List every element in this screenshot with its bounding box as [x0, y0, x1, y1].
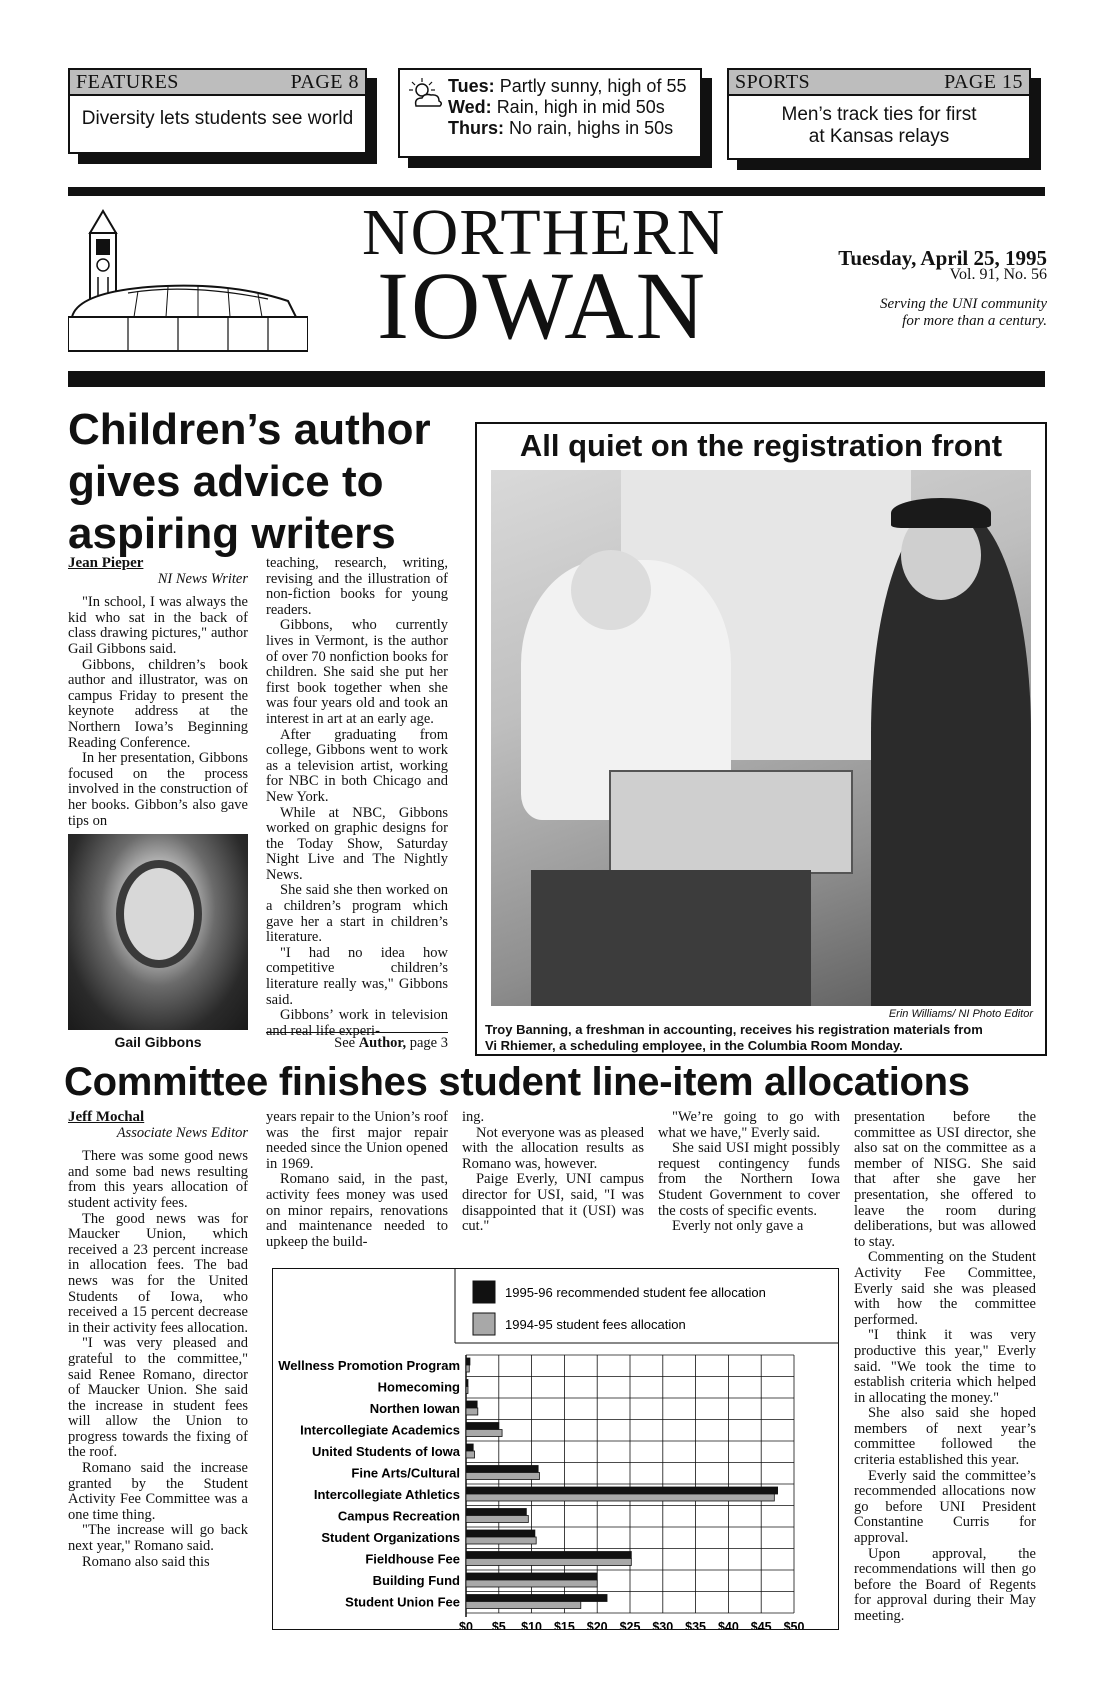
bar-1994 — [466, 1451, 475, 1458]
story1-paragraph: teaching, research, writing, revising and the illustration of non-fiction books for young readers. — [266, 555, 448, 618]
story1-paragraph: "In school, I was always the kid who sat in the back of class drawing pictures," author Gail Gibbons said. — [68, 594, 248, 657]
photo-man-cap — [891, 498, 991, 528]
bar-1994 — [466, 1537, 536, 1544]
category-label: Fieldhouse Fee — [365, 1551, 460, 1567]
bar-1994 — [466, 1494, 774, 1501]
teaser-features-page: PAGE 8 — [290, 70, 359, 93]
weather-text: Partly sunny, high of 55 — [499, 76, 687, 96]
gibbons-face — [124, 868, 194, 960]
x-tick-label: $10 — [521, 1620, 543, 1629]
bar-1994 — [466, 1473, 539, 1480]
masthead-tagline-line: Serving the UNI community — [879, 296, 1047, 312]
x-tick-label: $0 — [459, 1620, 473, 1629]
weather-line — [448, 76, 700, 97]
teaser-features[interactable] — [68, 68, 367, 154]
bar-1994 — [466, 1387, 468, 1394]
teaser-sports-text — [729, 96, 1029, 148]
masthead-date: Tuesday, April 25, 1995 — [838, 246, 1047, 270]
bar-1995 — [466, 1444, 473, 1451]
story1-headline-line: gives advice to — [68, 457, 384, 506]
x-tick-label: $50 — [783, 1620, 805, 1629]
story2-paragraph: "I was very pleased and grateful to the committee," said Renee Romano, director of Maucker Union. She said the increase in student fees will allow the Union to progress towards the fixing of the roof. — [68, 1335, 248, 1461]
bar-1995 — [466, 1380, 468, 1387]
story1-headline — [68, 404, 468, 560]
story1-paragraph: While at NBC, Gibbons worked on graphic designs for the Today Show, Saturday Night Live and The Nightly News. — [266, 804, 448, 883]
x-tick-label: $20 — [586, 1620, 608, 1629]
story2-paragraph: Romano also said this — [82, 1553, 210, 1570]
x-tick-label: $5 — [491, 1620, 506, 1629]
photo-table — [531, 870, 811, 1006]
category-label: Campus Recreation — [337, 1508, 460, 1524]
bar-1995 — [466, 1487, 778, 1494]
story2-paragraph: Everly said the committee’s recommended allocations now go before UNI President Constantine Curris for approval. — [854, 1467, 1036, 1547]
bar-1995 — [466, 1530, 535, 1537]
bar-1995 — [466, 1466, 538, 1473]
story2-column-2 — [266, 1110, 448, 1250]
photo-caption-line: Vi Rhiemer, a scheduling employee, in the Columbia Room Monday. — [485, 1038, 903, 1053]
teaser-sports-header — [729, 70, 1029, 96]
story1-column-1 — [68, 556, 248, 829]
photo-feature-headline: All quiet on the registration front — [519, 428, 1003, 463]
masthead-tagline-line: for more than a century. — [902, 313, 1047, 329]
story1-byline-title: NI News Writer — [157, 570, 248, 587]
registration-photo — [491, 470, 1031, 1006]
category-label: Fine Arts/Cultural — [351, 1465, 460, 1481]
story2-paragraph: ing. — [462, 1109, 485, 1125]
weather-line — [448, 118, 700, 139]
sun-cloud-icon — [406, 76, 444, 110]
weather-day: Wed: — [448, 97, 492, 117]
weather-text: No rain, highs in 50s — [509, 118, 674, 138]
masthead-volume: Vol. 91, No. 56 — [949, 266, 1047, 283]
story1-jump-suffix: page 3 — [406, 1035, 448, 1051]
bar-1995 — [466, 1573, 597, 1580]
story1-paragraph: "I had no idea how competitive children’s literature really was," Gibbons said. — [266, 944, 448, 1008]
masthead-tagline — [880, 296, 1047, 330]
story2-column-5 — [854, 1110, 1036, 1625]
legend-swatch-1994 — [473, 1313, 495, 1335]
story2-byline: Jeff Mochal — [68, 1109, 145, 1125]
x-tick-label: $35 — [685, 1620, 707, 1629]
gibbons-photo — [68, 834, 248, 1030]
story1-paragraph: Gibbons’ work in television and real life experi- — [266, 1007, 448, 1039]
story2-paragraph: There was some good news and some bad news resulting from this years allocation of student activity fees. — [68, 1148, 248, 1211]
story2-paragraph: Romano said, in the past, activity fees money was used on minor repairs, renovations and maintenance needed to upkeep the build- — [266, 1171, 448, 1250]
masthead-top-rule — [68, 187, 1045, 196]
bar-1994 — [466, 1516, 528, 1523]
story2-paragraph: She also said she hoped members of next year’s committee followed the criteria established this year. — [854, 1405, 1036, 1469]
story2-paragraph: Romano said the increase granted by the Student Activity Fee Committee was a one time thing. — [68, 1460, 248, 1523]
bar-1994 — [466, 1365, 469, 1372]
photo-caption — [485, 1022, 1037, 1054]
x-tick-label: $45 — [750, 1620, 772, 1629]
category-label: Intercollegiate Academics — [300, 1422, 460, 1438]
photo-feature-box — [475, 422, 1047, 1056]
weather-day: Tues: — [448, 76, 495, 96]
story1-paragraph: She said she then worked on a children’s program which gave her a start in children’s literature. — [266, 882, 448, 946]
bar-1994 — [466, 1408, 478, 1415]
story2-paragraph: "The increase will go back next year," Romano said. — [68, 1522, 248, 1555]
story1-jump-prefix: See — [334, 1035, 359, 1051]
teaser-features-section: FEATURES — [76, 70, 179, 93]
photo-credit: Erin Williams/ NI Photo Editor — [888, 1008, 1033, 1020]
teaser-sports-line: at Kansas relays — [808, 126, 950, 147]
masthead-bottom-rule — [68, 371, 1045, 387]
story1-paragraph: After graduating from college, Gibbons went to work as a television artist, working for NBC in both Chicago and New York. — [266, 726, 448, 805]
category-label: Student Union Fee — [345, 1594, 460, 1610]
bar-1995 — [466, 1423, 499, 1430]
bar-1995 — [466, 1358, 470, 1365]
story1-paragraph: Gibbons, who currently lives in Vermont, is the author of over 70 nonfiction books for children. She said she put her first book together when she was four years old and took an interest in art at an early age. — [266, 617, 448, 727]
bar-1994 — [466, 1559, 631, 1566]
story1-jump-line[interactable] — [266, 1032, 448, 1052]
story2-paragraph: She said USI might possibly request contingency funds from the Northern Iowa Student Government to cover the costs of specific events. — [658, 1140, 840, 1219]
category-label: Intercollegiate Athletics — [313, 1487, 460, 1502]
allocation-chart — [272, 1268, 839, 1630]
campus-logo-icon — [68, 205, 308, 353]
story2-paragraph: Not everyone was as pleased with the allocation results as Romano was, however. — [462, 1124, 644, 1172]
bar-1995 — [466, 1595, 607, 1602]
category-label: Northen Iowan — [369, 1401, 460, 1416]
bar-1994 — [466, 1430, 502, 1437]
teaser-sports-page: PAGE 15 — [944, 70, 1023, 93]
weather-day: Thurs: — [448, 118, 504, 138]
photo-woman-head — [571, 550, 651, 630]
story1-headline-line: aspiring writers — [68, 509, 396, 558]
photo-file-box — [609, 770, 853, 874]
legend-swatch-1995 — [473, 1281, 495, 1303]
story1-paragraph: In her presentation, Gibbons focused on the process involved in the construction of her books. Gibbon’s also gave tips on — [68, 750, 248, 829]
gibbons-photo-caption: Gail Gibbons — [114, 1034, 202, 1050]
story2-headline: Committee finishes student line-item allocations — [64, 1060, 970, 1104]
story1-headline-line: Children’s author — [68, 405, 431, 454]
weather-text: Rain, high in mid 50s — [496, 97, 665, 117]
bar-1995 — [466, 1509, 526, 1516]
category-label: Homecoming — [377, 1379, 460, 1395]
story2-paragraph: years repair to the Union’s roof was the first major repair needed since the Union opened in 1969. — [266, 1109, 448, 1172]
bar-1994 — [466, 1580, 597, 1587]
bar-1995 — [466, 1552, 631, 1559]
x-tick-label: $15 — [553, 1620, 575, 1629]
teaser-weather — [398, 68, 702, 158]
story2-paragraph: The good news was for Maucker Union, which received a 23 percent increase in allocation fees. The bad news was for the United Students of Iowa, who received a 15 percent decrease in their activity fees allocation. — [68, 1210, 248, 1336]
story2-paragraph: Upon approval, the recommendations will then go before the Board of Regents for approval during their May meeting. — [854, 1545, 1036, 1624]
teaser-sports-line: Men’s track ties for first — [781, 104, 977, 125]
story2-paragraph: presentation before the committee as USI director, she also sat on the committee as a member of NISG. She said that after she gave her presentation, she offered to leave the room during deliberations, but was allowed to stay. — [854, 1109, 1036, 1250]
legend-label-1995: 1995-96 recommended student fee allocation — [505, 1285, 766, 1300]
teaser-sports[interactable] — [727, 68, 1031, 160]
photo-caption-line: Troy Banning, a freshman in accounting, receives his registration materials from — [485, 1022, 983, 1037]
x-tick-label: $25 — [619, 1620, 641, 1629]
story2-column-3 — [462, 1110, 644, 1235]
category-label: Wellness Promotion Program — [278, 1358, 460, 1373]
weather-line — [448, 97, 700, 118]
bar-1995 — [466, 1401, 477, 1408]
teaser-sports-section: SPORTS — [735, 70, 811, 93]
story2-byline-title: Associate News Editor — [116, 1124, 248, 1141]
legend-label-1994: 1994-95 student fees allocation — [505, 1317, 686, 1332]
story2-paragraph: Commenting on the Student Activity Fee Committee, Everly said she was pleased with how the committee performed. — [854, 1249, 1036, 1328]
story2-paragraph: Paige Everly, UNI campus director for USI, said, "I was disappointed that it (USI) was cut." — [462, 1171, 644, 1235]
category-label: United Students of Iowa — [311, 1444, 460, 1459]
masthead-title-line2: IOWAN — [377, 252, 707, 359]
story2-column-1 — [68, 1110, 248, 1570]
story2-paragraph: "I think it was very productive this year," Everly said. "We took the time to establish criteria which helped in allocating the money." — [854, 1327, 1036, 1406]
category-label: Student Organizations — [321, 1530, 460, 1545]
x-tick-label: $30 — [652, 1620, 674, 1629]
weather-forecast — [400, 70, 700, 139]
masthead-title-line1: NORTHERN — [362, 196, 726, 269]
story1-paragraph: Gibbons, children’s book author and illustrator, was on campus Friday to present the keynote address at the Northern Iowa’s Beginning Reading Conference. — [68, 656, 248, 751]
story1-byline: Jean Pieper — [68, 555, 144, 571]
teaser-features-text: Diversity lets students see world — [81, 108, 354, 129]
x-tick-label: $40 — [717, 1620, 739, 1629]
story1-column-2 — [266, 556, 448, 1039]
story1-jump-keyword: Author, — [358, 1035, 407, 1051]
teaser-features-header — [70, 70, 365, 96]
story2-column-4 — [658, 1110, 840, 1235]
allocation-chart-svg — [273, 1269, 838, 1629]
story2-paragraph: "We’re going to go with what we have," Everly said. — [658, 1109, 840, 1141]
category-label: Building Fund — [372, 1573, 460, 1588]
bar-1994 — [466, 1602, 581, 1609]
story2-paragraph: Everly not only gave a — [672, 1218, 804, 1235]
